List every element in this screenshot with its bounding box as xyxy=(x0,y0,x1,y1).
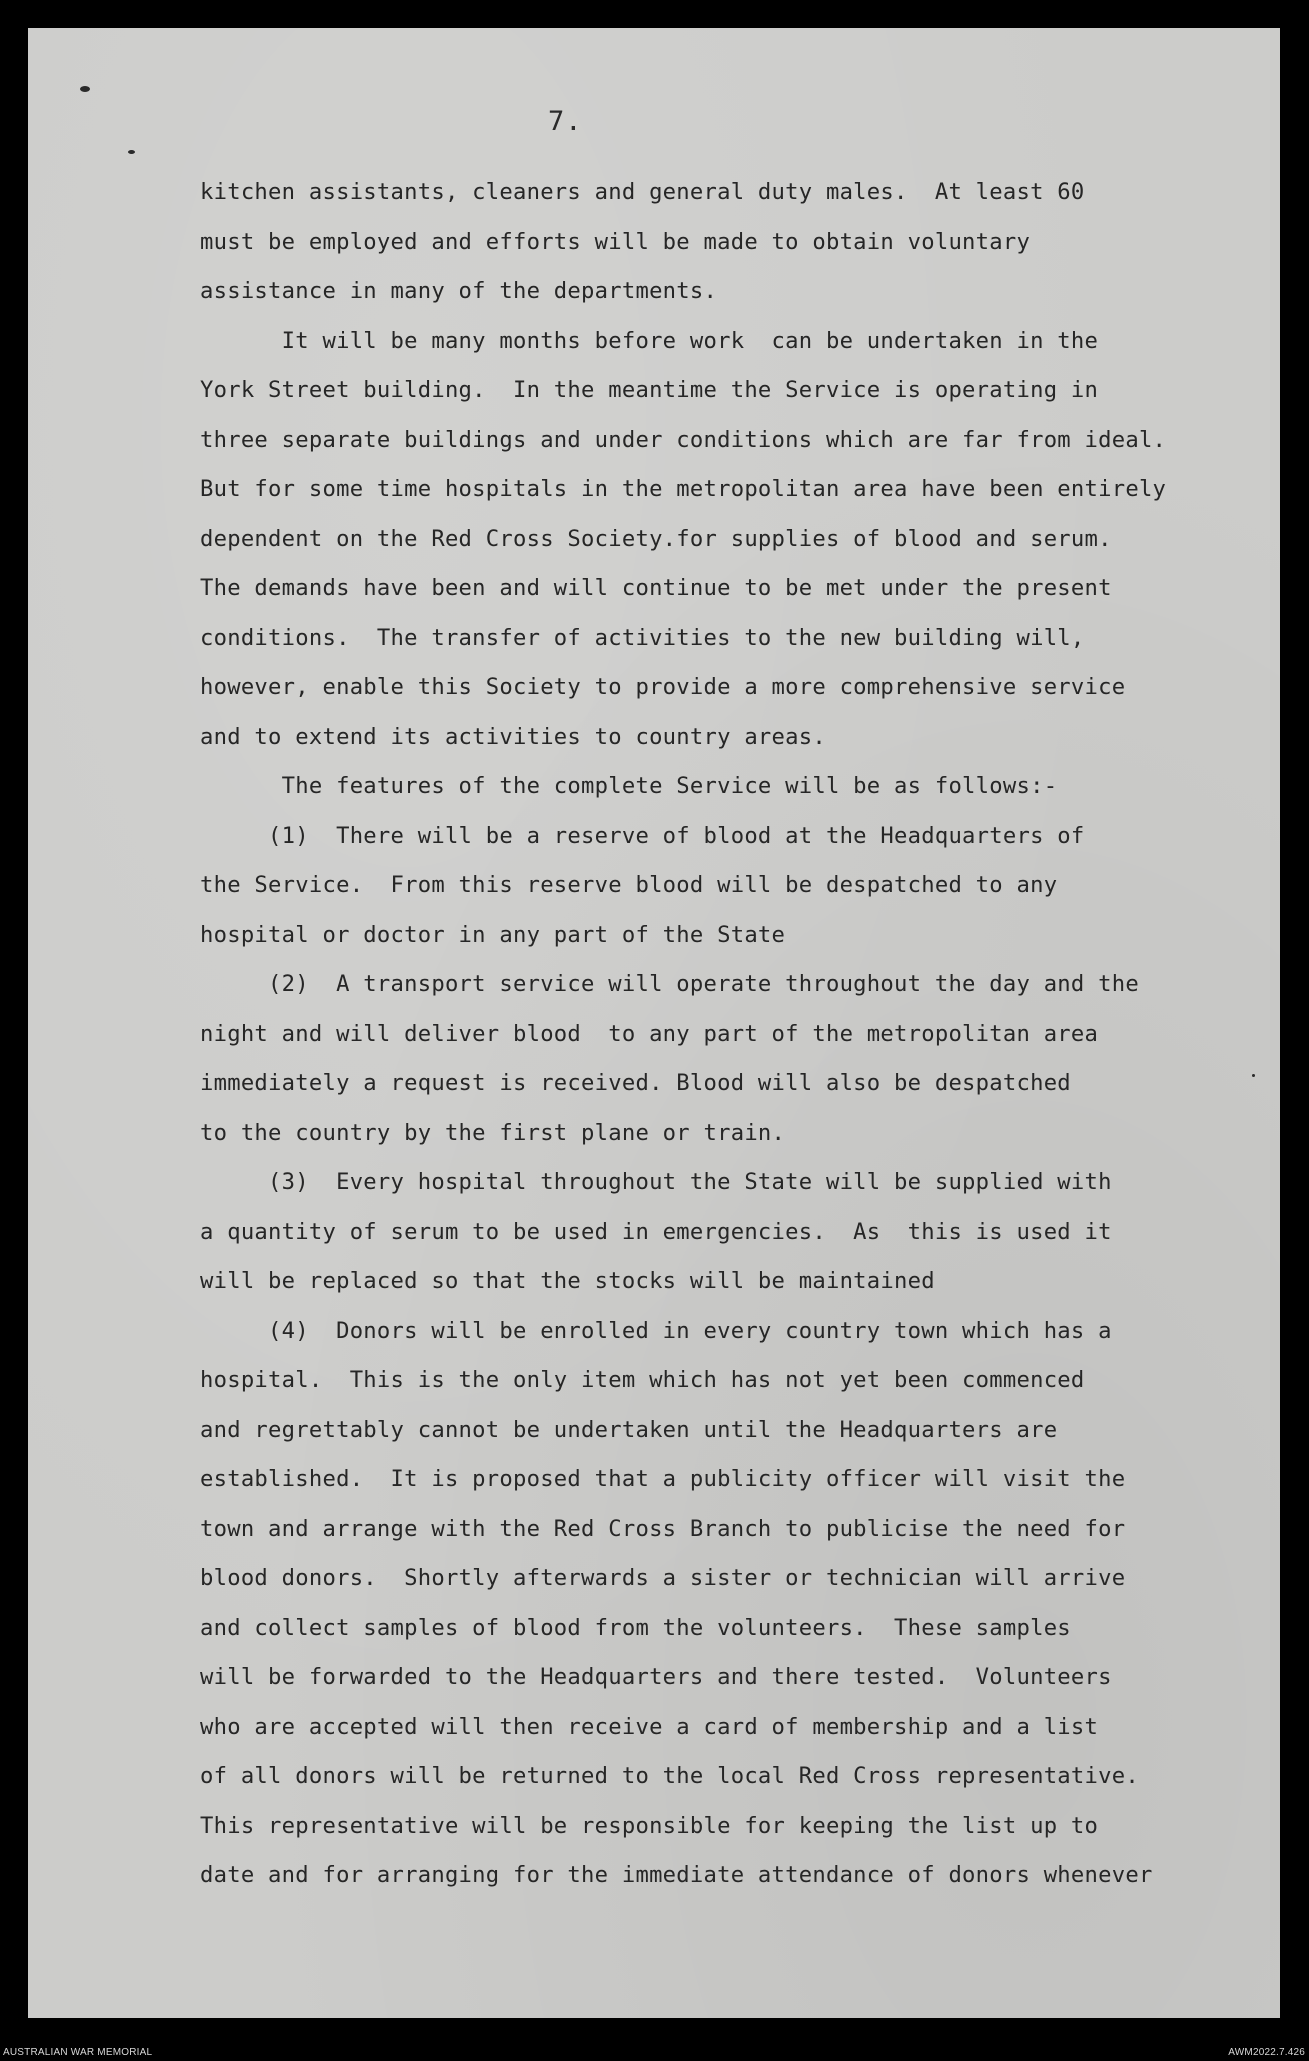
text-line: But for some time hospitals in the metropolitan area have been entirely xyxy=(200,476,1167,502)
ink-speck xyxy=(128,150,135,154)
text-line: kitchen assistants, cleaners and general duty males. At least 60 xyxy=(200,179,1085,205)
text-line: and regrettably cannot be undertaken until the Headquarters are xyxy=(200,1416,1058,1443)
text-line: This representative will be responsible for keeping the list up to xyxy=(200,1812,1099,1839)
text-line: (3) Every hospital throughout the State will be supplied with xyxy=(200,1169,1112,1195)
text-line: (2) A transport service will operate throughout the day and the xyxy=(200,971,1139,997)
text-line: (1) There will be a reserve of blood at the Headquarters of xyxy=(200,822,1085,849)
text-line: must be employed and efforts will be made to obtain voluntary xyxy=(200,228,1031,255)
text-line: date and for arranging for the immediate attendance of donors whenever xyxy=(200,1862,1153,1888)
text-line: three separate buildings and under conditions which are far from ideal. xyxy=(200,426,1167,453)
text-line: assistance in many of the departments. xyxy=(200,278,718,304)
footer-bar xyxy=(0,2043,1309,2061)
text-line: The demands have been and will continue to be met under the present xyxy=(200,575,1112,601)
text-line: and to extend its activities to country areas. xyxy=(200,723,826,750)
text-line: dependent on the Red Cross Society.for supplies of blood and serum. xyxy=(200,525,1112,552)
text-line: hospital. This is the only item which has not yet been commenced xyxy=(200,1367,1085,1393)
text-line: of all donors will be returned to the local Red Cross representative. xyxy=(200,1763,1139,1789)
footer-institution: AUSTRALIAN WAR MEMORIAL xyxy=(3,2047,153,2058)
text-line: York Street building. In the meantime the Service is operating in xyxy=(200,377,1099,403)
text-line: and collect samples of blood from the volunteers. These samples xyxy=(200,1614,1071,1641)
text-line: who are accepted will then receive a card of membership and a list xyxy=(200,1713,1099,1740)
text-line: The features of the complete Service will be as follows:- xyxy=(200,773,1058,799)
text-line: the Service. From this reserve blood will be despatched to any xyxy=(200,872,1058,898)
text-line: It will be many months before work can be undertaken in the xyxy=(200,327,1099,354)
document-page xyxy=(28,28,1280,2018)
text-line: to the country by the first plane or train. xyxy=(200,1119,786,1146)
page-number: 7. xyxy=(548,106,583,137)
text-line: immediately a request is received. Blood will also be despatched xyxy=(200,1070,1071,1096)
text-line: will be replaced so that the stocks will be maintained xyxy=(200,1268,935,1294)
text-line: however, enable this Society to provide a more comprehensive service xyxy=(200,674,1126,700)
text-line: night and will deliver blood to any part of the metropolitan area xyxy=(200,1020,1099,1047)
text-line: established. It is proposed that a publicity officer will visit the xyxy=(200,1466,1126,1492)
text-line: (4) Donors will be enrolled in every country town which has a xyxy=(200,1317,1112,1344)
body-text xyxy=(200,168,1280,1901)
ink-speck xyxy=(80,86,90,92)
text-line: will be forwarded to the Headquarters and there tested. Volunteers xyxy=(200,1664,1112,1690)
text-line: conditions. The transfer of activities to the new building will, xyxy=(200,624,1085,651)
text-line: town and arrange with the Red Cross Branch to publicise the need for xyxy=(200,1515,1126,1542)
text-line: blood donors. Shortly afterwards a sister or technician will arrive xyxy=(200,1565,1126,1591)
text-line: hospital or doctor in any part of the State xyxy=(200,921,786,948)
text-line: a quantity of serum to be used in emergencies. As this is used it xyxy=(200,1218,1112,1245)
footer-accession-number: AWM2022.7.426 xyxy=(1228,2047,1305,2058)
